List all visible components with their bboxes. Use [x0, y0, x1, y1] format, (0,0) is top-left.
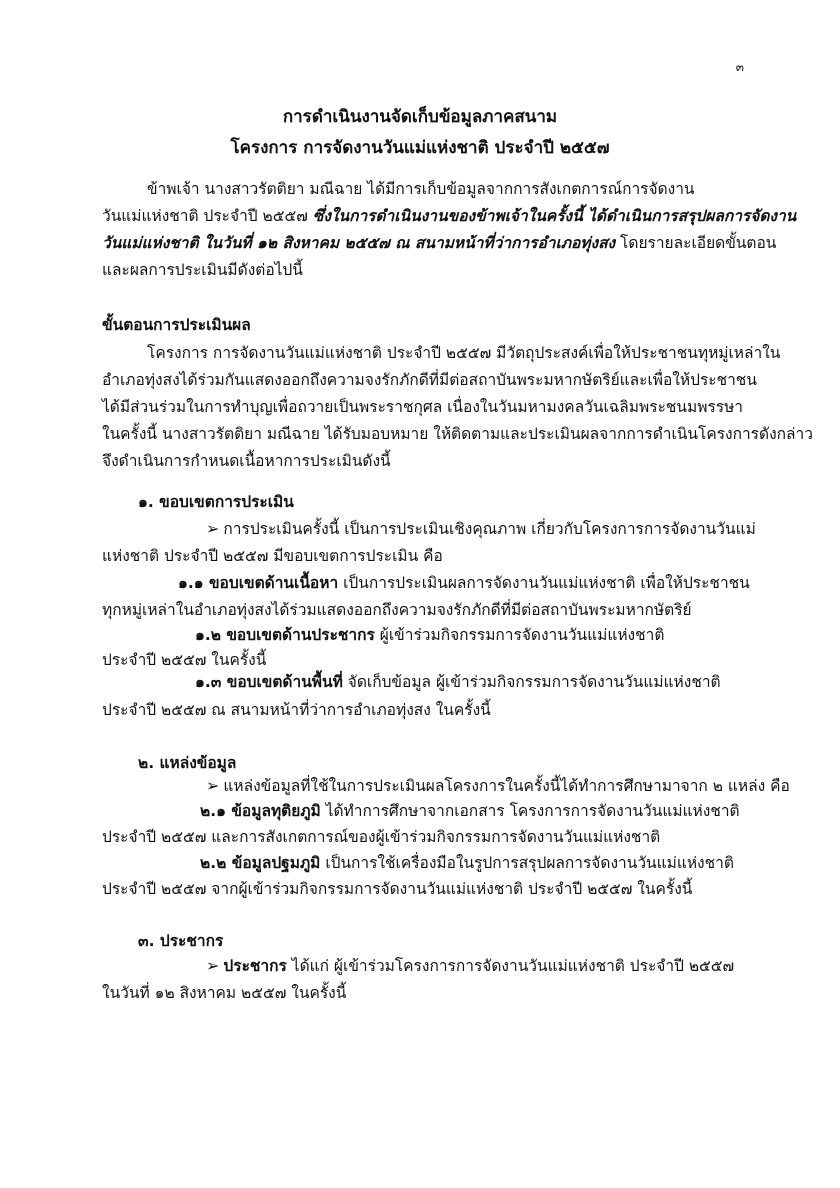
scope-population-text: ผู้เข้าร่วมกิจกรรมการจัดงานวันแม่แห่งชาติ: [374, 626, 665, 644]
primary-data-label: ๒.๒ ข้อมูลปฐมภูมิ: [200, 854, 321, 872]
steps-line-1: โครงการ การจัดงานวันแม่แห่งชาติ ประจำปี ๒๕๕๗ มีวัตถุประสงค์เพื่อให้ประชาชนทุหมู่เหล่าใน: [147, 344, 781, 362]
section-1-heading: ๑. ขอบเขตการประเมิน: [138, 493, 294, 511]
section-2-bullet: [206, 775, 790, 797]
arrow-icon: ➢: [206, 519, 220, 538]
intro-line-3: [102, 232, 776, 254]
intro-text: วันแม่แห่งชาติ ประจำปี ๒๕๕๗: [102, 207, 313, 225]
steps-line-3: ได้มีส่วนร่วมในการทำบุญเพื่อถวายเป็นพระราชกุศล เนื่องในวันมหามงคลวันเฉลิมพระชนมพรรษา: [102, 398, 744, 416]
document-subtitle: โครงการ การจัดงานวันแม่แห่งชาติ ประจำปี ๒๕๕๗: [230, 138, 610, 158]
intro-emphasis: ซึ่งในการดำเนินงานของข้าพเจ้าในครั้งนี้ ได้ดำเนินการสรุปผลการจัดงาน: [312, 207, 797, 225]
section-3-line-2: ในวันที่ ๑๒ สิงหาคม ๒๕๕๗ ในครั้งนี้: [102, 984, 347, 1002]
population-label: ประชากร: [223, 957, 287, 975]
section-1-bullet: [206, 518, 756, 540]
secondary-data-line-2: ประจำปี ๒๕๕๗ และการสังเกตการณ์ของผู้เข้าร่วมกิจกรรมการจัดงานวันแม่แห่งชาติ: [102, 828, 661, 846]
scope-content-line-2: ทุกหมู่เหล่าในอำเภอทุ่งสงได้ร่วมแสดงออกถึงความจงรักภักดีที่มีต่อสถาบันพระมหากษัตริย์: [102, 601, 692, 619]
secondary-data-label: ๒.๑ ข้อมูลทุติยภูมิ: [200, 802, 321, 820]
scope-area: [195, 671, 721, 693]
section-1-bullet-text: การประเมินครั้งนี้ เป็นการประเมินเชิงคุณภาพ เกี่ยวกับโครงการการจัดงานวันแม่: [223, 520, 756, 538]
scope-content: [178, 572, 750, 594]
steps-line-4: ในครั้งนี้ นางสาวรัตติยา มณีฉาย ได้รับมอบหมาย ให้ติดตามและประเมินผลจากการดำเนินโครงการดังกล่าว: [102, 425, 813, 443]
intro-line-1: ข้าพเจ้า นางสาวรัตติยา มณีฉาย ได้มีการเก็บข้อมูลจากการสังเกตการณ์การจัดงาน: [147, 180, 695, 198]
scope-area-line-2: ประจำปี ๒๕๕๗ ณ สนามหน้าที่ว่าการอำเภอทุ่งสง ในครั้งนี้: [102, 701, 491, 719]
primary-data-line-2: ประจำปี ๒๕๕๗ จากผู้เข้าร่วมกิจกรรมการจัดงานวันแม่แห่งชาติ ประจำปี ๒๕๕๗ ในครั้งนี้: [102, 880, 693, 898]
scope-content-label: ๑.๑ ขอบเขตด้านเนื้อหา: [178, 574, 339, 592]
secondary-data-text: ได้ทำการศึกษาจากเอกสาร โครงการการจัดงานวันแม่แห่งชาติ: [320, 802, 740, 820]
primary-data: [200, 852, 734, 874]
scope-area-text: จัดเก็บข้อมูล ผู้เข้าร่วมกิจกรรมการจัดงานวันแม่แห่งชาติ: [342, 673, 721, 691]
secondary-data: [200, 800, 740, 822]
scope-content-text: เป็นการประเมินผลการจัดงานวันแม่แห่งชาติ เพื่อให้ประชาชน: [338, 574, 750, 592]
population-text: ได้แก่ ผู้เข้าร่วมโครงการการจัดงานวันแม่แห่งชาติ ประจำปี ๒๕๕๗: [286, 957, 735, 975]
section-3-heading: ๓. ประชากร: [138, 932, 224, 950]
arrow-icon: ➢: [206, 776, 220, 795]
section-2-bullet-text: แหล่งข้อมูลที่ใช้ในการประเมินผลโครงการในครั้งนี้ได้ทำการศึกษามาจาก ๒ แหล่ง คือ: [223, 777, 790, 795]
scope-area-label: ๑.๓ ขอบเขตด้านพื้นที่: [195, 673, 343, 691]
steps-line-5: จึงดำเนินการกำหนดเนื้อหาการประเมินดังนี้: [102, 452, 391, 470]
intro-emphasis-2: วันแม่แห่งชาติ ในวันที่ ๑๒ สิงหาคม ๒๕๕๗ ณ สนามหน้าที่ว่าการอำเภอทุ่งสง: [102, 234, 616, 252]
steps-line-2: อำเภอทุ่งสงได้ร่วมกันแสดงออกถึงความจงรักภักดีที่มีต่อสถาบันพระมหากษัตริย์และเพื่อให้ประชาชน: [102, 371, 757, 389]
intro-text-2: โดยรายละเอียดขั้นตอน: [615, 234, 777, 252]
section-1-bullet-line-2: แห่งชาติ ประจำปี ๒๕๕๗ มีขอบเขตการประเมิน คือ: [102, 547, 443, 565]
intro-line-4: และผลการประเมินมีดังต่อไปนี้: [102, 261, 303, 279]
section-2-heading: ๒. แหล่งข้อมูล: [138, 754, 237, 772]
steps-heading: ขั้นตอนการประเมินผล: [102, 316, 251, 334]
scope-population-line-2: ประจำปี ๒๕๕๗ ในครั้งนี้: [102, 651, 267, 669]
intro-line-2: [102, 205, 796, 227]
scope-population: [195, 624, 664, 646]
scope-population-label: ๑.๒ ขอบเขตด้านประชากร: [195, 626, 375, 644]
primary-data-text: เป็นการใช้เครื่องมือในรูปการสรุปผลการจัดงานวันแม่แห่งชาติ: [320, 854, 734, 872]
page-number: ๓: [735, 60, 744, 74]
arrow-icon: ➢: [206, 956, 220, 975]
section-3-bullet: [206, 955, 734, 977]
document-title: การดำเนินงานจัดเก็บข้อมูลภาคสนาม: [282, 107, 558, 127]
